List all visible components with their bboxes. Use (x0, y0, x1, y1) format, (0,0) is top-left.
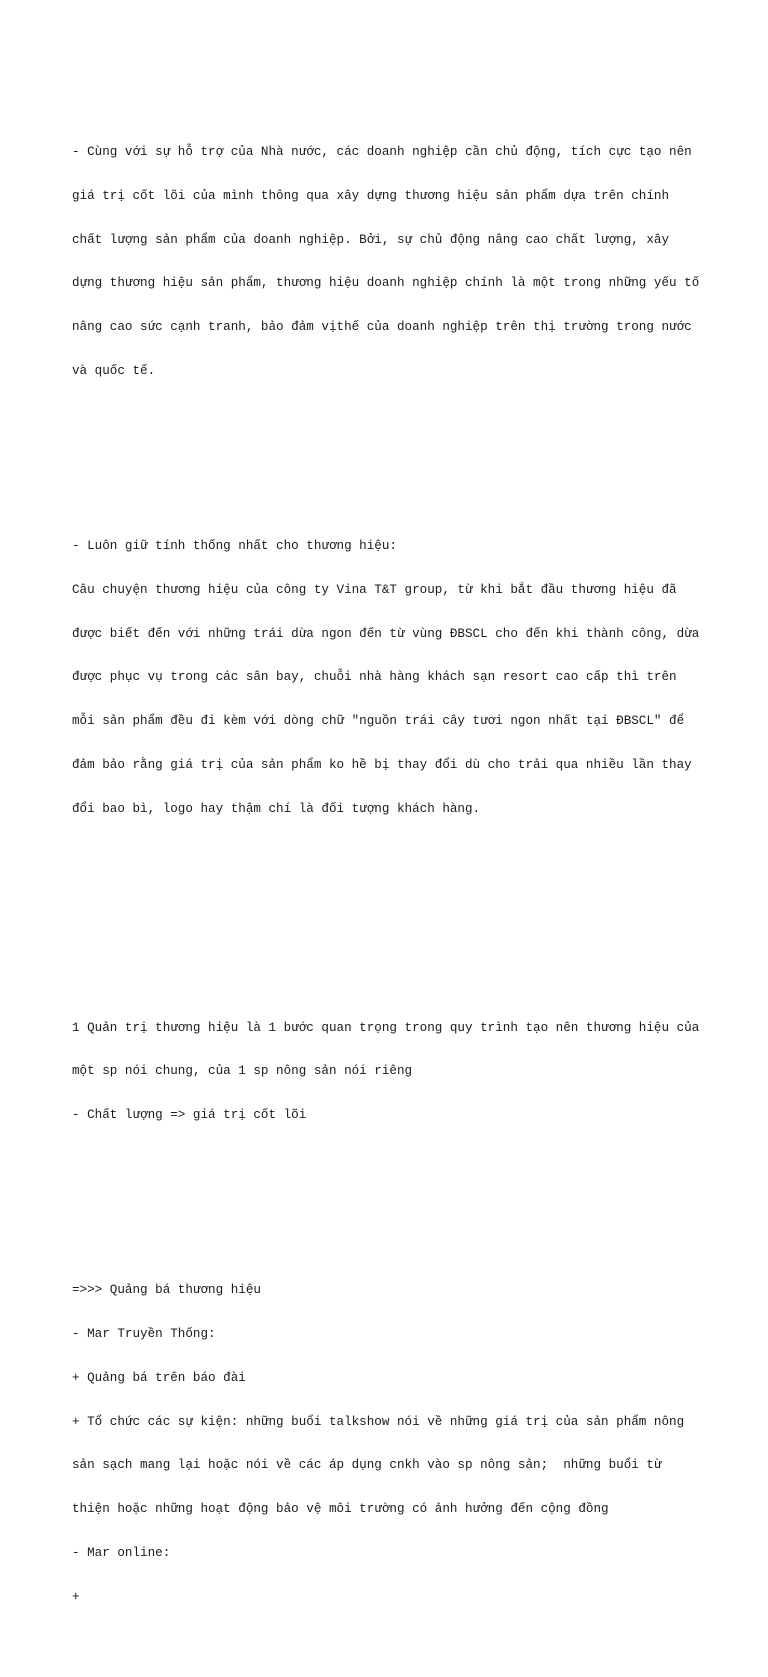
text-line: mỗi sản phẩm đều đi kèm với dòng chữ "nguồn trái cây tươi ngon nhất tại ĐBSCL" để (72, 714, 685, 729)
text-line: + Tổ chức các sự kiện: những buổi talkshow nói về những giá trị của sản phẩm nông (72, 1414, 685, 1429)
text-line: Câu chuyện thương hiệu của công ty Vina T&T group, từ khi bắt đầu thương hiệu đã (72, 582, 677, 597)
text-line: một sp nói chung, của 1 sp nông sản nói riêng (72, 1064, 413, 1079)
text-line: =>>> Quảng bá thương hiệu (72, 1283, 261, 1298)
text-line: + Quảng bá trên báo đài (72, 1370, 246, 1385)
text-line: đổi bao bì, logo hay thậm chí là đối tượng khách hàng. (72, 801, 481, 816)
paragraph-brand-management (72, 991, 712, 1152)
paragraph-state-support (72, 116, 712, 408)
text-line: và quốc tế. (72, 363, 156, 378)
text-line: chất lượng sản phẩm của doanh nghiệp. Bởi, sự chủ động nâng cao chất lượng, xây (72, 232, 670, 247)
blank-line (72, 1196, 712, 1211)
paragraph-brand-promotion (72, 1254, 712, 1633)
text-line: - Chất lượng => giá trị cốt lõi (72, 1108, 307, 1123)
text-line: thiện hoặc những hoạt động bảo vệ môi trường có ảnh hưởng đến cộng đồng (72, 1502, 609, 1517)
text-line: - Cùng với sự hỗ trợ của Nhà nước, các doanh nghiệp cần chủ động, tích cực tạo nên (72, 144, 692, 159)
text-line: - Luôn giữ tính thống nhất cho thương hiệu: (72, 539, 397, 553)
text-line: dựng thương hiệu sản phẩm, thương hiệu doanh nghiệp chính là một trong những yếu tố (72, 276, 700, 291)
blank-line (72, 451, 712, 466)
blank-line (72, 889, 712, 904)
text-line: giá trị cốt lõi của mình thông qua xây dựng thương hiệu sản phẩm dựa trên chính (72, 188, 670, 203)
document-body (72, 72, 712, 1677)
text-line: nâng cao sức cạnh tranh, bảo đảm vịthế của doanh nghiệp trên thị trường trong nước (72, 320, 692, 335)
text-line: - Mar Truyền Thống: (72, 1327, 216, 1342)
text-line: đảm bảo rằng giá trị của sản phẩm ko hề bị thay đổi dù cho trải qua nhiều lần thay (72, 757, 692, 772)
text-line: được biết đến với những trái dừa ngon đến từ vùng ĐBSCL cho đến khi thành công, dừa (72, 626, 700, 641)
blank-line (72, 933, 712, 948)
text-line: được phục vụ trong các sân bay, chuỗi nhà hàng khách sạn resort cao cấp thì trên (72, 670, 677, 685)
text-line: sản sạch mang lại hoặc nói về các áp dụng cnkh vào sp nông sản; những buổi từ (72, 1458, 662, 1473)
paragraph-brand-consistency (72, 510, 712, 846)
text-line: 1 Quản trị thương hiệu là 1 bước quan trọng trong quy trình tạo nên thương hiệu của (72, 1020, 700, 1035)
text-line: - Mar online: (72, 1545, 171, 1560)
text-line: + (72, 1589, 80, 1604)
